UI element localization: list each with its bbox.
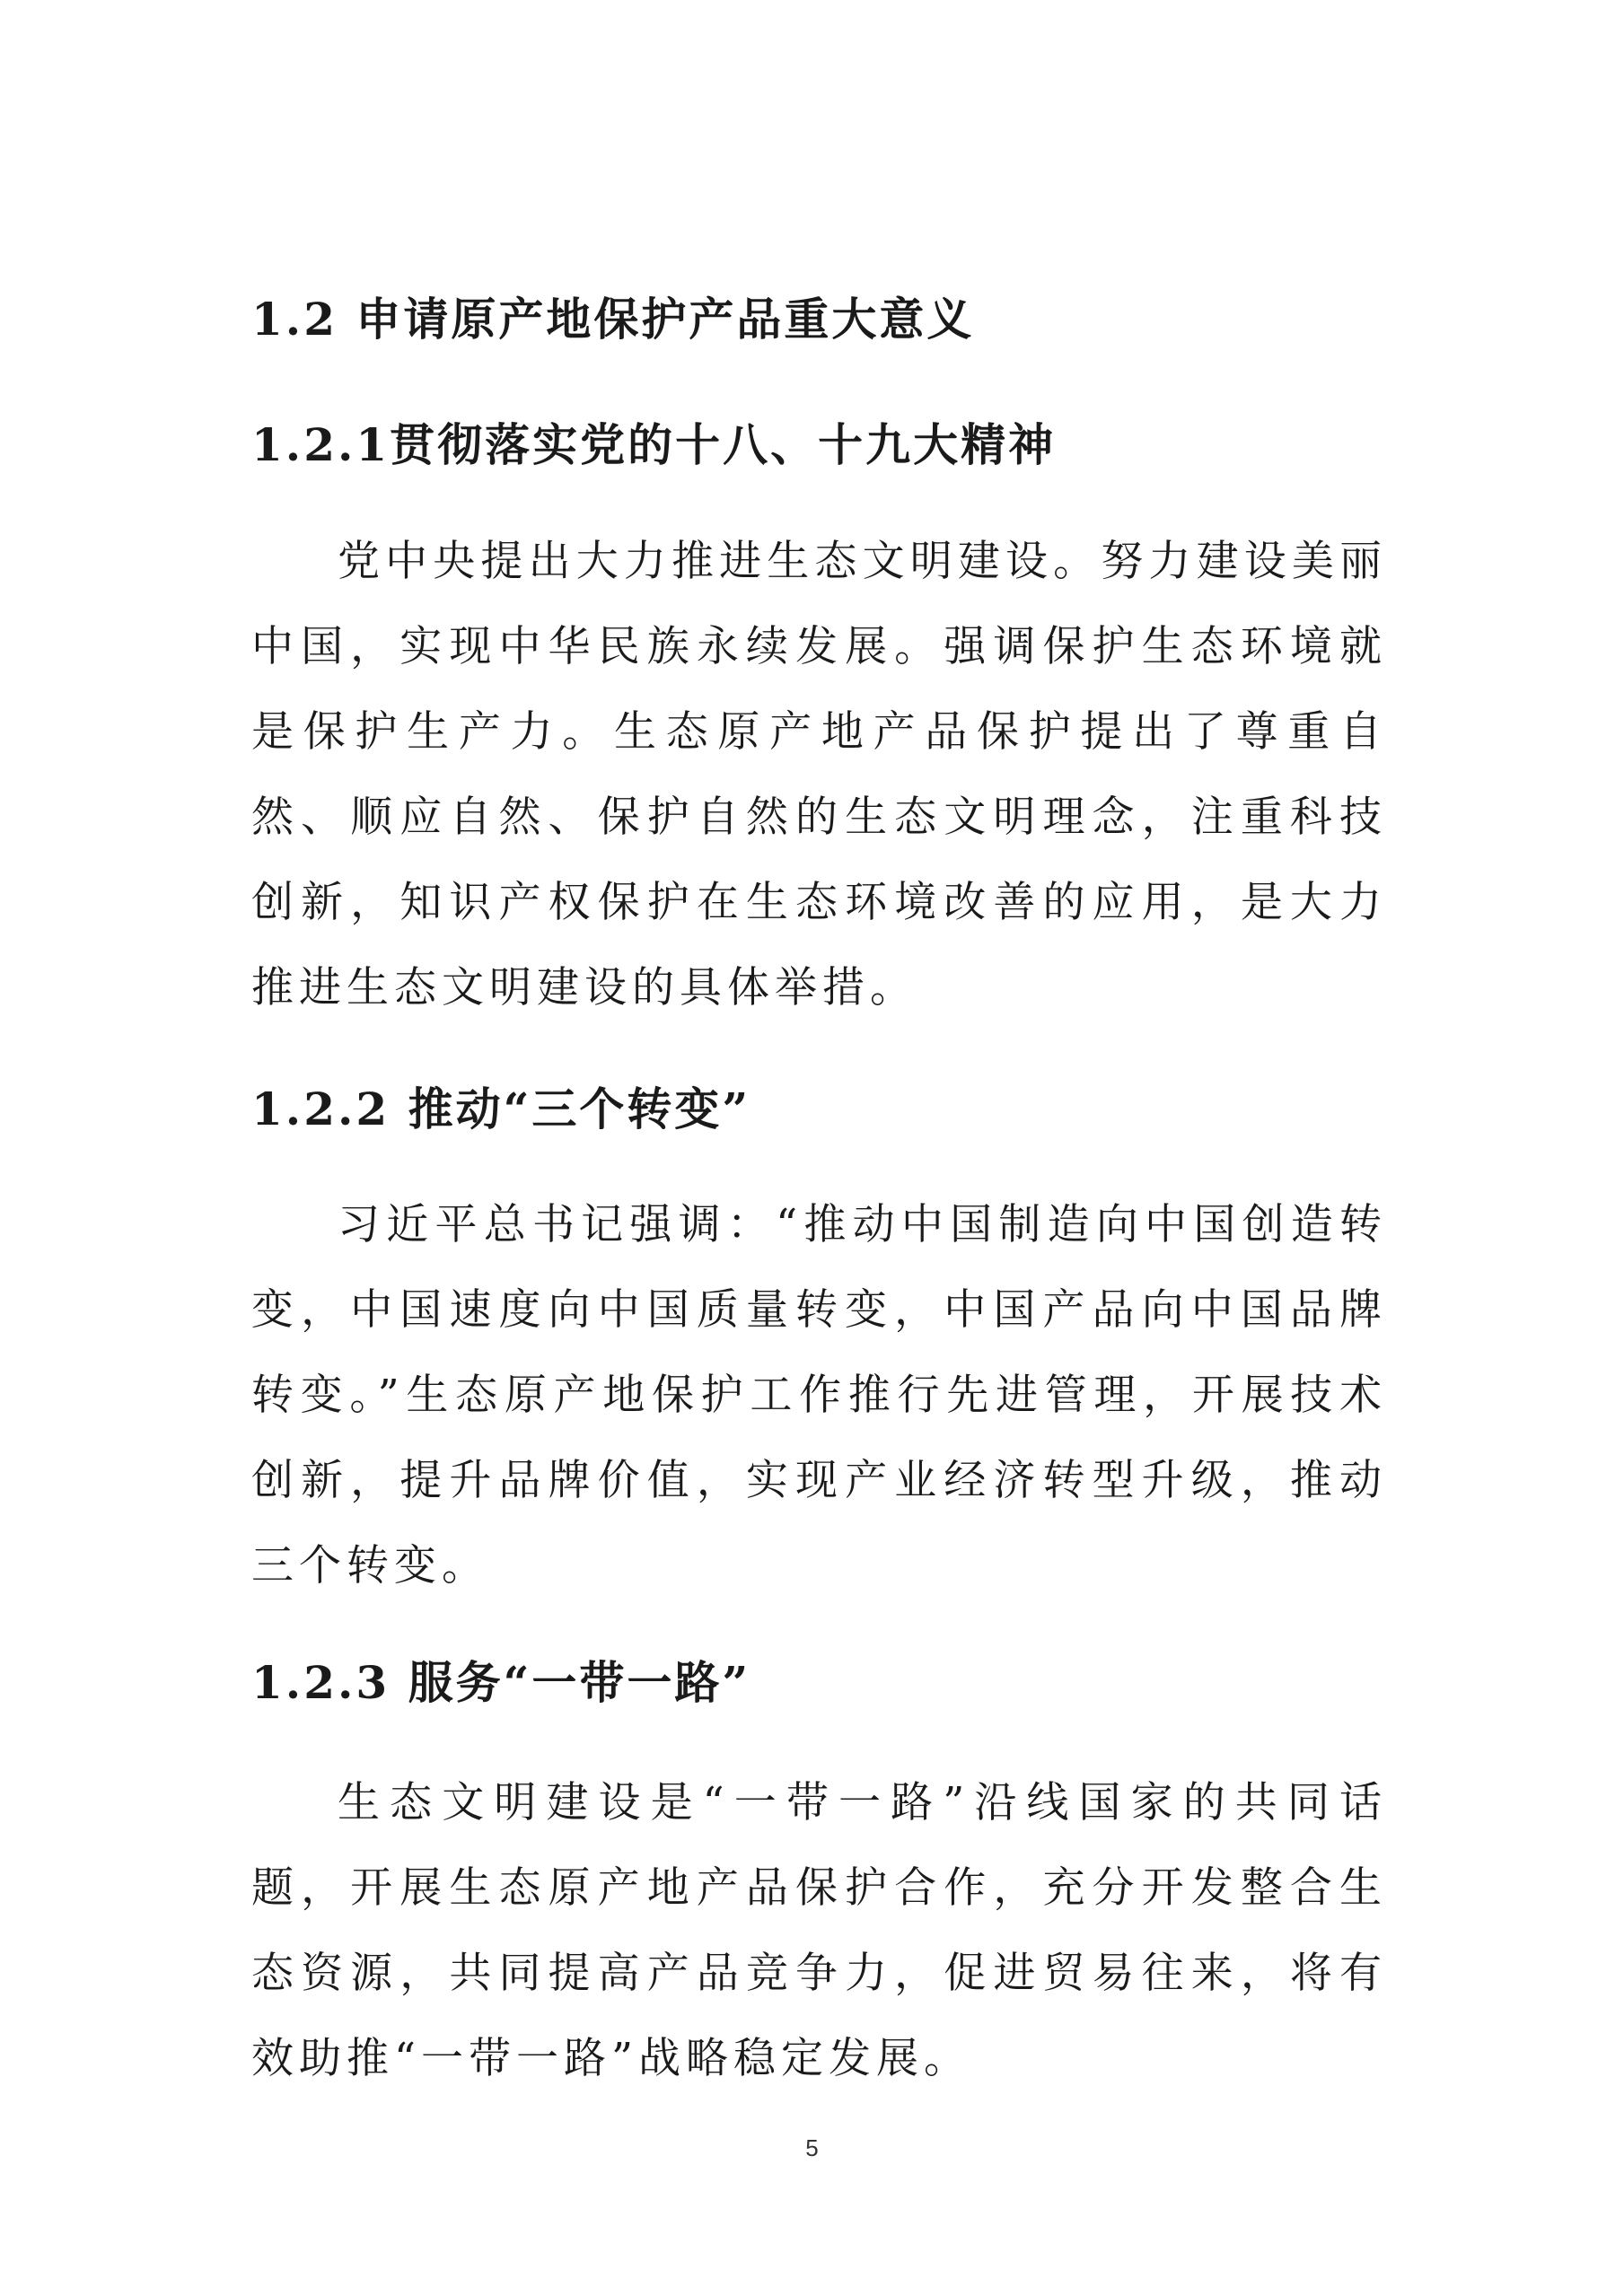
subsection-body-1-2-3: 生态文明建设是“一带一路”沿线国家的共同话题，开展生态原产地产品保护合作，充分开发整合生态资源，共同提高产品竞争力，促进贸易往来，将有效助推“一带一路”战略稳定发展。 [251, 1778, 1387, 2083]
subsection-heading-1-2-2: 1.2.2 推动“三个转变” [251, 1082, 751, 1135]
subsection-body-1-2-2: 习近平总书记强调：“推动中国制造向中国创造转变，中国速度向中国质量转变，中国产品向中国品牌转变。”生态原产地保护工作推行先进管理，开展技术创新，提升品牌价值，实现产业经济转型升级，推动三个转变。 [251, 1200, 1387, 1591]
subsection-body-1-2-1: 党中央提出大力推进生态文明建设。努力建设美丽中国，实现中华民族永续发展。强调保护生态环境就是保护生产力。生态原产地产品保护提出了尊重自然、顺应自然、保护自然的生态文明理念，注重科技创新，知识产权保护在生态环境改善的应用，是大力推进生态文明建设的具体举措。 [251, 537, 1387, 1012]
page-number: 5 [805, 2134, 819, 2161]
subsection-heading-1-2-3: 1.2.3 服务“一带一路” [251, 1656, 751, 1709]
subsection-heading-1-2-1: 1.2.1贯彻落实党的十八、十九大精神 [251, 418, 1057, 471]
section-heading-1-2: 1.2 申请原产地保护产品重大意义 [251, 293, 975, 346]
